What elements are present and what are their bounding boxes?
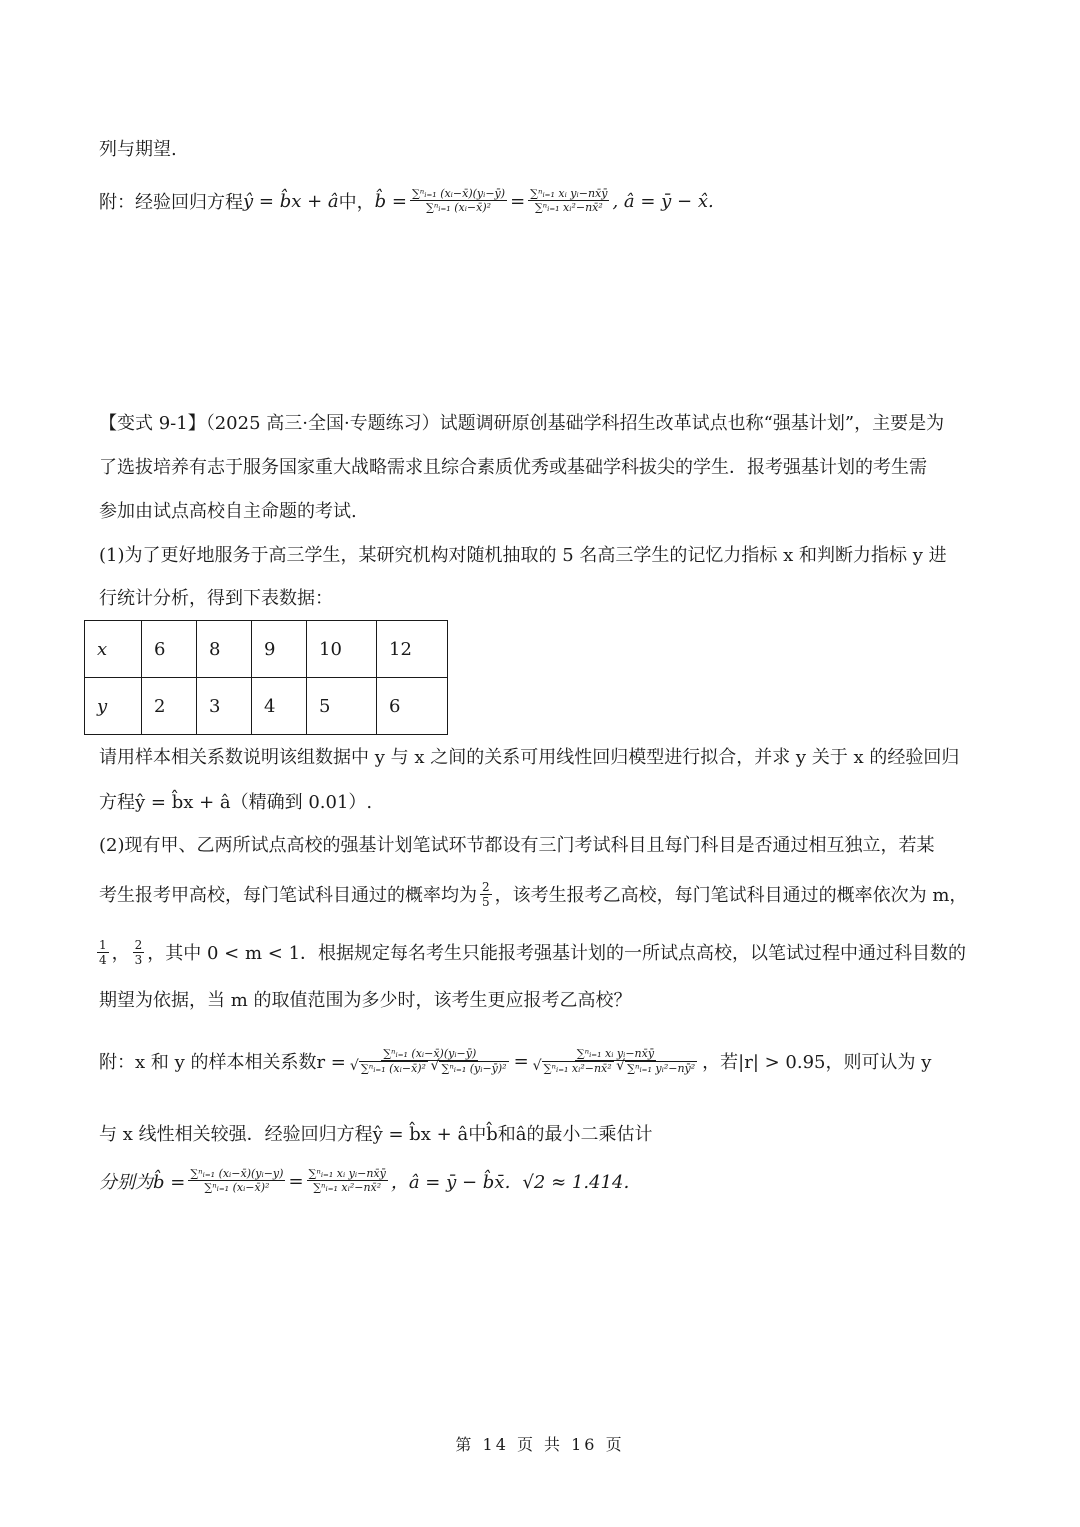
fraction-numerator: ∑ⁿᵢ₌₁ (xᵢ−x̄)(yᵢ−y): [190, 1167, 284, 1180]
b-fraction-1: [188, 1167, 285, 1195]
part2-line-3-end: ，其中 0 < m < 1．根据规定每名考生只能报考强基计划的一所试点高校，以笔试过程中通过科目数的: [147, 943, 967, 964]
table-cell: 10: [307, 621, 377, 678]
probability-fraction-b: [97, 938, 109, 967]
fraction-denominator: ∑ⁿᵢ₌₁ xᵢ²−nx̄²: [313, 1181, 382, 1194]
table-cell: y: [85, 678, 142, 735]
fraction-denominator: ∑ⁿᵢ₌₁ xᵢ²−nx̄²: [534, 201, 603, 214]
regression-estimate-line: 与 x 线性相关较强．经验回归方程ŷ = b̂x + â中b̂和â的最小二乘估计: [99, 1124, 653, 1145]
problem-heading-line-3: 参加由试点高校自主命题的考试.: [99, 501, 357, 522]
data-table: [84, 620, 448, 735]
table-cell: 12: [377, 621, 448, 678]
correlation-threshold: ，若|r| > 0.95，则可认为 y: [702, 1052, 932, 1073]
sqrt-term: √ ∑ⁿᵢ₌₁ (yᵢ−ȳ)²: [439, 1061, 508, 1076]
table-cell: 2: [142, 678, 197, 735]
part2-line-2-start: 考生报考甲高校，每门笔试科目通过的概率均为: [99, 885, 477, 906]
part1-after-line-1: 请用样本相关系数说明该组数据中 y 与 x 之间的关系可用线性回归模型进行拟合，并求 y 关于 x 的经验回归: [99, 747, 960, 768]
equals-sign: =: [510, 190, 526, 212]
appendix-prefix: 附：经验回归方程: [99, 192, 243, 213]
fraction-numerator: 2: [482, 879, 490, 894]
fraction-numerator: ∑ⁿᵢ₌₁ (xᵢ−x̄)(yᵢ−ȳ): [411, 187, 506, 200]
correlation-formula: [99, 1030, 931, 1092]
table-cell: 6: [377, 678, 448, 735]
table-cell: 4: [252, 678, 307, 735]
correlation-prefix: 附：x 和 y 的样本相关系数r =: [99, 1052, 346, 1073]
problem-heading-line-2: 了选拔培养有志于服务国家重大战略需求且综合素质优秀或基础学科拔尖的学生．报考强基计划的考生需: [99, 457, 927, 478]
b-hat-fraction-2: [528, 187, 609, 215]
b-hat-label: b̂ =: [374, 190, 407, 212]
part2-line-3: [94, 930, 966, 974]
least-squares-tail: ，â = ȳ − b̂x̄．√2 ≈ 1.414．: [390, 1172, 642, 1193]
equals-sign: =: [513, 1050, 529, 1072]
fraction-denominator: [349, 1061, 511, 1076]
sqrt-term: √ ∑ⁿᵢ₌₁ (xᵢ−x̄)²: [359, 1061, 428, 1076]
appendix-mid: 中，: [338, 192, 375, 213]
part2-line-2-end: ，该考生报考乙高校，每门笔试科目通过的概率依次为 m，: [494, 885, 968, 906]
fraction-denominator: 3: [134, 952, 143, 967]
part2-line-2: [99, 872, 967, 916]
table-cell: 3: [197, 678, 252, 735]
part1-line-1: (1)为了更好地服务于高三学生，某研究机构对随机抽取的 5 名高三学生的记忆力指标 x 和判断力指标 y 进: [99, 545, 947, 566]
fraction-numerator: ∑ⁿᵢ₌₁ xᵢ yᵢ−nx̄ȳ: [530, 187, 608, 200]
fraction-separator: ，: [111, 943, 130, 964]
part1-line-2: 行统计分析，得到下表数据：: [99, 588, 333, 609]
least-squares-prefix: 分别为b̂ =: [99, 1172, 186, 1193]
probability-fraction-a: [480, 880, 492, 909]
equals-sign: =: [288, 1170, 304, 1192]
table-cell: 5: [307, 678, 377, 735]
table-row: [85, 678, 448, 735]
continuation-text: 列与期望.: [99, 139, 177, 160]
table-cell: 9: [252, 621, 307, 678]
table-cell: 6: [142, 621, 197, 678]
fraction-denominator: ∑ⁿᵢ₌₁ (xᵢ−x̄)²: [425, 201, 492, 214]
r-fraction-2: [532, 1047, 699, 1076]
sqrt-term: √ ∑ⁿᵢ₌₁ xᵢ²−nx̄²: [542, 1061, 614, 1076]
least-squares-formula: [99, 1154, 641, 1208]
fraction-denominator: 5: [482, 894, 490, 909]
r-fraction-1: [349, 1047, 511, 1076]
page-number-footer: 第 14 页 共 16 页: [455, 1435, 625, 1454]
fraction-denominator: [532, 1061, 699, 1076]
table-row: [85, 621, 448, 678]
b-fraction-2: [307, 1167, 388, 1195]
appendix-regression-formula: [99, 176, 714, 226]
fraction-numerator: 2: [134, 937, 143, 952]
b-hat-fraction-1: [410, 187, 507, 215]
fraction-numerator: 1: [99, 937, 107, 952]
fraction-numerator: ∑ⁿᵢ₌₁ xᵢ yᵢ−nx̄ȳ: [576, 1046, 655, 1060]
regression-equation: ŷ = b̂x + â: [243, 190, 339, 212]
table-cell: x: [85, 621, 142, 678]
fraction-denominator: 4: [99, 952, 107, 967]
table-cell: 8: [197, 621, 252, 678]
part1-after-line-2: 方程ŷ = b̂x + â（精确到 0.01）.: [99, 792, 373, 813]
part2-line-1: (2)现有甲、乙两所试点高校的强基计划笔试环节都设有三门考试科目且每门科目是否通过相互独立，若某: [99, 835, 935, 856]
fraction-numerator: ∑ⁿᵢ₌₁ xᵢ yᵢ−nx̄ȳ: [308, 1167, 386, 1180]
a-hat-formula: , â = ȳ − x̂.: [612, 190, 714, 212]
probability-fraction-c: [133, 938, 145, 967]
part2-line-4: 期望为依据，当 m 的取值范围为多少时，该考生更应报考乙高校？: [99, 990, 632, 1011]
fraction-denominator: ∑ⁿᵢ₌₁ (xᵢ−x̄)²: [204, 1181, 270, 1194]
fraction-numerator: ∑ⁿᵢ₌₁ (xᵢ−x̄)(yᵢ−ȳ): [383, 1046, 477, 1060]
problem-heading-line-1: 【变式 9-1】（2025 高三·全国·专题练习）试题调研原创基础学科招生改革试点也称“强基计划”，主要是为: [99, 413, 945, 434]
sqrt-term: √ ∑ⁿᵢ₌₁ yᵢ²−nȳ²: [625, 1061, 697, 1076]
